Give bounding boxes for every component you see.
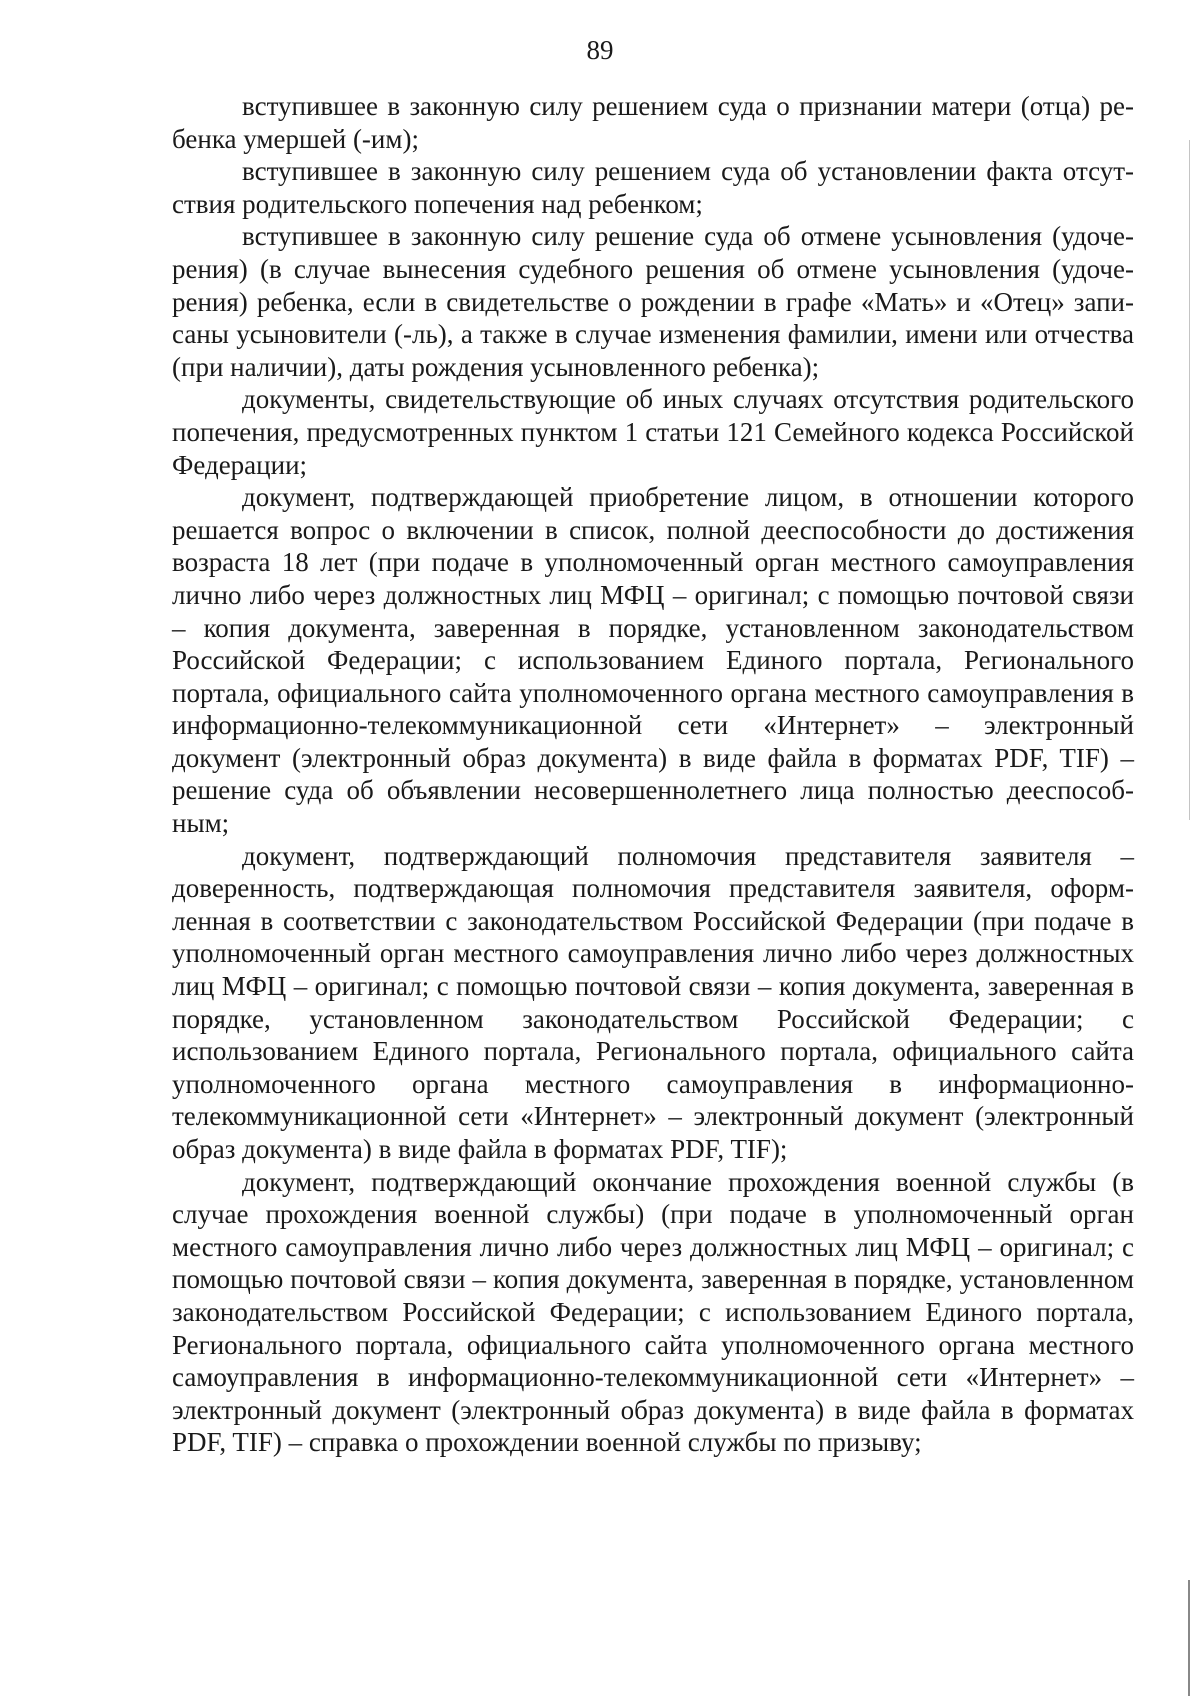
scan-edge-line [1189, 140, 1190, 820]
paragraph-full-capacity-document: документ, подтверждающей приобретение лицом, в отношении которого решается вопрос о включении в список, полной дееспособности до достижения возраста 18 лет (при подаче в уполномоченный орган местного самоуправления лично либо через должностных лиц МФЦ – оригинал; с помощью почтовой связи – копия документа, заверенная в порядке, установленном законодательством Российской Федерации; с использованием Единого портала, Регионального портала, официального сайта уполномоченного органа местного самоуправления в информационно-телекоммуникационной сети «Интернет» – электронный документ (электронный образ документа) в виде файла в форматах PDF, TIF) – решение суда об объявлении несовершеннолетнего лица полностью дееспособным; [172, 482, 1134, 839]
paragraph-other-cases-documents: документы, свидетельствующие об иных случаях отсутствия родительского попечения, предусмотренных пунктом 1 статьи 121 Семейного кодекса Российской Федерации; [172, 384, 1134, 480]
paragraph-adoption-cancel-ruling: вступившее в законную силу решение суда об отмене усыновления (удочерения) (в случае вынесения судебного решения об отмене усыновления (удочерения) ребенка, если в свидетельстве о рождении в графе «Мать» и «Отец» записаны усыновители (-ль), а также в случае изменения фамилии, имени или отчества (при наличии), даты рождения усыновленного ребенка); [172, 221, 1134, 382]
paragraph-representative-authority-document: документ, подтверждающий полномочия представителя заявителя – доверенность, подтверждающая полномочия представителя заявителя, оформленная в соответствии с законодательством Российской Федерации (при подаче в уполномоченный орган местного самоуправления лично либо через должностных лиц МФЦ – оригинал; с помощью почтовой связи – копия документа, заверенная в порядке, установленном законодательством Российской Федерации; с использованием Единого портала, Регионального портала, официального сайта уполномоченного органа местного самоуправления в информационно-телекоммуникационной сети «Интернет» – электронный документ (электронный образ документа) в виде файла в форматах PDF, TIF); [172, 840, 1134, 1164]
scan-edge-line [1188, 1580, 1190, 1696]
paragraph-death-ruling: вступившее в законную силу решением суда о признании матери (отца) ребенка умершей (-им); [172, 91, 1134, 154]
page-number: 89 [586, 35, 614, 65]
paragraph-military-service-document: документ, подтверждающий окончание прохождения военной службы (в случае прохождения военной службы) (при подаче в уполномоченный орган местного самоуправления лично либо через должностных лиц МФЦ – оригинал; с помощью почтовой связи – копия документа, заверенная в порядке, установленном законодательством Российской Федерации; с использованием Единого портала, Регионального портала, официального сайта уполномоченного органа местного самоуправления в информационно-телекоммуникационной сети «Интернет» – электронный документ (электронный образ документа) в виде файла в форматах PDF, TIF) – справка о прохождении военной службы по призыву; [172, 1166, 1134, 1458]
document-body [172, 90, 1134, 1459]
paragraph-no-care-ruling: вступившее в законную силу решением суда об установлении факта отсутствия родительского попечения над ребенком; [172, 156, 1134, 219]
